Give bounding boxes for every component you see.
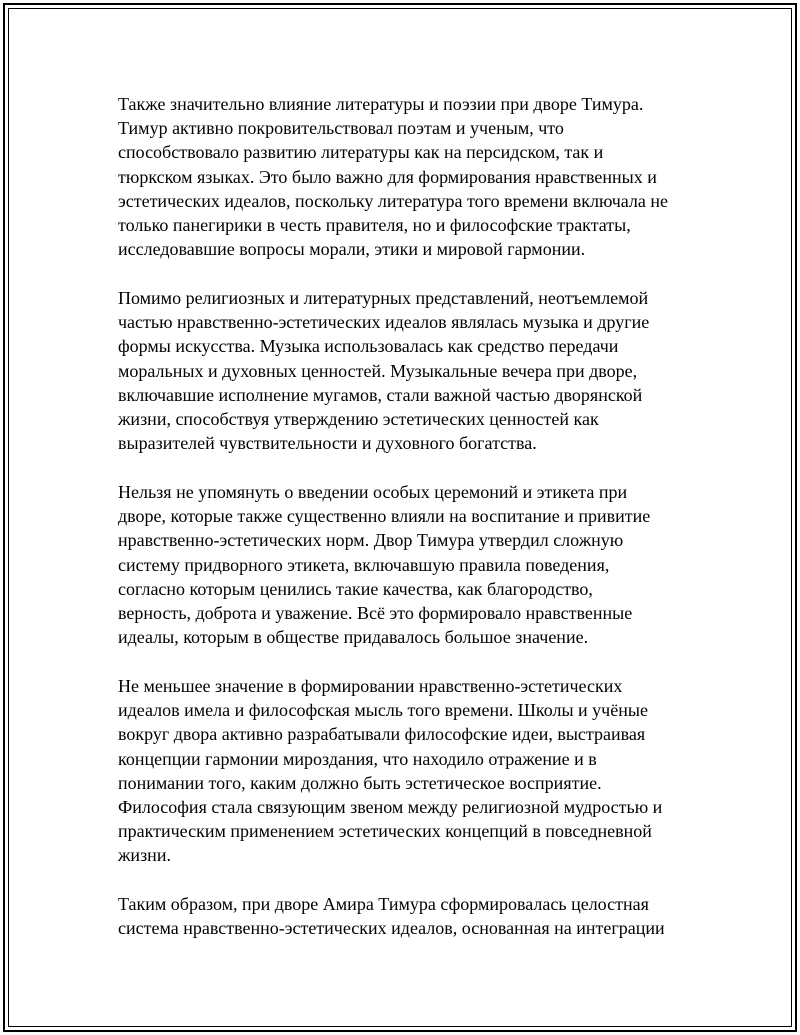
text-line: тюркском языках. Это было важно для формирования нравственных и: [118, 166, 657, 187]
text-line: жизни.: [118, 845, 171, 866]
text-line: дворе, которые также существенно влияли на воспитание и привитие: [118, 506, 651, 527]
text-line: вокруг двора активно разрабатывали философские идеи, выстраивая: [118, 724, 646, 745]
text-line: Также значительно влияние литературы и поэзии при дворе Тимура.: [118, 94, 644, 114]
paragraph-2: [118, 286, 688, 455]
text-line: система нравственно-эстетических идеалов, основанная на интеграции: [118, 918, 665, 939]
text-line: идеалов имела и философская мысль того времени. Школы и учёные: [118, 700, 648, 721]
text-line: концепции гармонии мироздания, что находило отражение и в: [118, 748, 597, 769]
text-line: Помимо религиозных и литературных представлений, неотъемлемой: [118, 288, 649, 309]
text-line: формы искусства. Музыка использовалась как средство передачи: [118, 336, 619, 357]
text-line: практическим применением эстетических концепций в повседневной: [118, 821, 652, 842]
text-line: исследовавшие вопросы морали, этики и мировой гармонии.: [118, 239, 586, 260]
text-line: идеалы, которым в обществе придавалось большое значение.: [118, 627, 589, 648]
text-line: жизни, способствуя утверждению эстетических ценностей как: [118, 409, 599, 430]
text-line: систему придворного этикета, включавшую правила поведения,: [118, 554, 610, 575]
paragraph-4: [118, 674, 688, 868]
text-line: понимании того, каким должно быть эстетическое восприятие.: [118, 772, 602, 793]
paragraph-1: [118, 92, 688, 261]
text-line: частью нравственно-эстетических идеалов являлась музыка и другие: [118, 312, 650, 333]
text-line: способствовало развитию литературы как на персидском, так и: [118, 142, 604, 163]
text-line: Тимур активно покровительствовал поэтам и ученым, что: [118, 118, 564, 139]
text-line: Не меньшее значение в формировании нравственно-эстетических: [118, 676, 623, 697]
paragraph-3: [118, 480, 688, 649]
text-line: только панегирики в честь правителя, но и философские трактаты,: [118, 215, 631, 236]
paragraph-5: [118, 892, 688, 940]
text-line: нравственно-эстетических норм. Двор Тимура утвердил сложную: [118, 530, 624, 551]
text-line: Философия стала связующим звеном между религиозной мудростью и: [118, 797, 663, 818]
text-line: Таким образом, при дворе Амира Тимура сформировалась целостная: [118, 894, 649, 915]
text-line: верность, доброта и уважение. Всё это формировало нравственные: [118, 603, 633, 624]
text-line: согласно которым ценились такие качества, как благородство,: [118, 578, 593, 599]
text-line: Нельзя не упомянуть о введении особых церемоний и этикета при: [118, 482, 628, 503]
text-line: включавшие исполнение мугамов, стали важной частью дворянской: [118, 384, 643, 405]
text-line: выразителей чувствительности и духовного богатства.: [118, 433, 537, 454]
text-line: моральных и духовных ценностей. Музыкальные вечера при дворе,: [118, 360, 638, 381]
document-body: [118, 92, 688, 965]
text-line: эстетических идеалов, поскольку литература того времени включала не: [118, 190, 668, 211]
